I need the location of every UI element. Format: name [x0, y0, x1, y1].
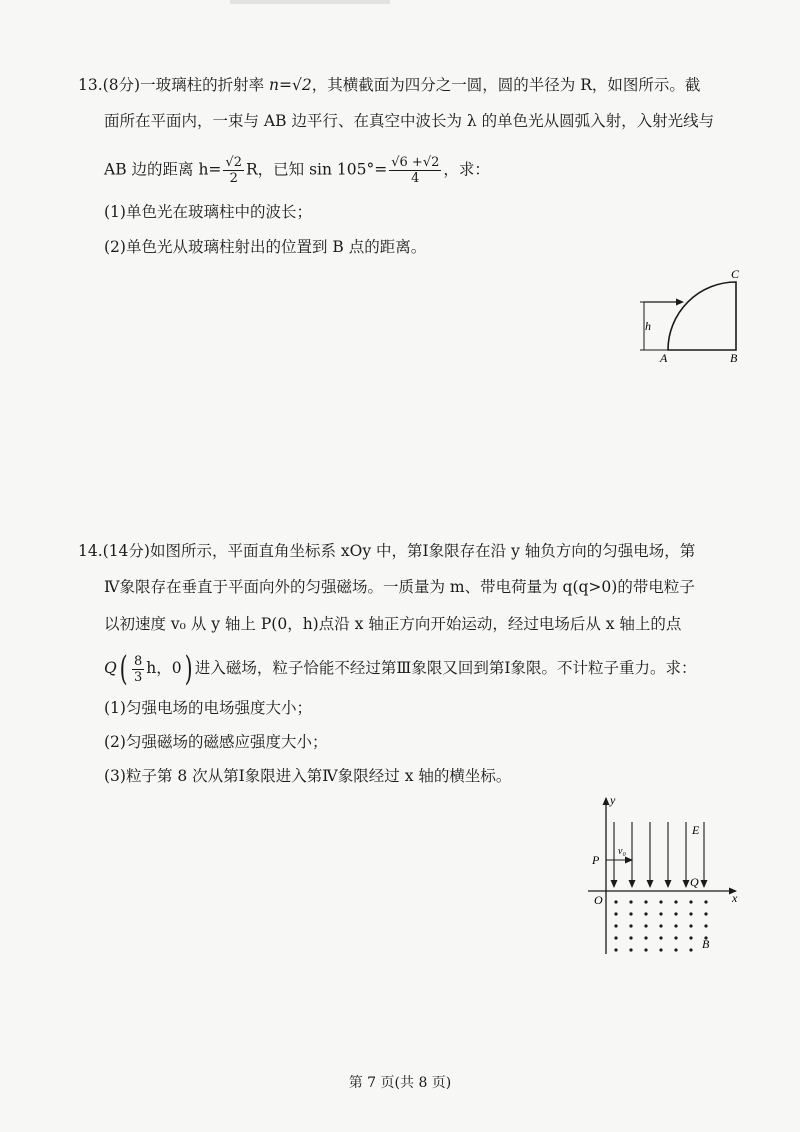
label-o: O: [594, 893, 603, 907]
b-field-dot: [629, 948, 632, 951]
b-field-dot: [704, 912, 707, 915]
q13-fraction-h: [223, 155, 244, 186]
b-field-dot: [689, 912, 692, 915]
b-field-dot: [614, 924, 617, 927]
b-field-dot: [629, 924, 632, 927]
b-field-dot: [689, 936, 692, 939]
q14-line-1: 14.(14分)如图所示，平面直角坐标系 xOy 中，第Ⅰ象限存在沿 y 轴负方向的匀强电场，第: [78, 542, 696, 560]
q13-number-and-intro: 13.(8分)一玻璃柱的折射率: [78, 76, 270, 94]
q13-line-1-rest: ，其横截面为四分之一圆，圆的半径为 R，如图所示。截: [311, 76, 701, 94]
b-field-dot: [644, 900, 647, 903]
label-a: A: [660, 351, 668, 364]
q14-point-coords-rest: h，0: [146, 659, 182, 677]
q13-refraction-index: n=√2: [269, 76, 312, 94]
b-field-dot: [674, 912, 677, 915]
label-v0: v₀: [618, 846, 626, 857]
q14-line-4: [104, 649, 697, 689]
q13-line-3-mid: R，已知 sin 105°=: [245, 160, 388, 179]
q14-subquestion-3: (3)粒子第 8 次从第Ⅰ象限进入第Ⅳ象限经过 x 轴的横坐标。: [104, 767, 512, 785]
q14-line-3: 以初速度 v₀ 从 y 轴上 P(0，h)点沿 x 轴正方向开始运动，经过电场后从 x 轴上的点: [104, 615, 682, 633]
label-y: y: [610, 793, 616, 807]
q13-fraction-h-numerator: √2: [225, 155, 242, 170]
q14-line-4-rest: 进入磁场，粒子恰能不经过第Ⅲ象限又回到第Ⅰ象限。不计粒子重力。求：: [194, 659, 697, 677]
b-field-dot: [629, 936, 632, 939]
q14-line-2: Ⅳ象限存在垂直于平面向外的匀强磁场。一质量为 m、带电荷量为 q(q>0)的带电粒子: [104, 578, 695, 596]
b-field-dot: [659, 948, 662, 951]
q14-subquestion-1: (1)匀强电场的电场强度大小；: [104, 699, 312, 717]
q13-line-3: [104, 155, 490, 186]
b-field-dot: [689, 948, 692, 951]
b-field-dot: [689, 924, 692, 927]
b-field-dot: [644, 936, 647, 939]
incident-ray-arrowhead: [676, 299, 684, 306]
q13-fraction-h-denominator: 2: [229, 171, 238, 186]
q13-quarter-circle-diagram: [636, 262, 746, 364]
b-field-dot: [704, 924, 707, 927]
b-field-dot: [614, 900, 617, 903]
b-field-dot: [614, 912, 617, 915]
q13-line-3-start: AB 边的距离 h=: [104, 160, 222, 179]
q14-field-diagram: [586, 790, 746, 960]
label-b: B: [702, 937, 710, 951]
q13-line-2: 面所在平面内，一束与 AB 边平行、在真空中波长为 λ 的单色光从圆弧入射，入射光线与: [104, 112, 715, 130]
b-field-dot: [689, 900, 692, 903]
q14-fraction-denominator: 3: [133, 669, 143, 685]
page-footer: 第 7 页(共 8 页): [348, 1075, 452, 1091]
b-field-dot: [644, 912, 647, 915]
b-field-dot: [659, 912, 662, 915]
b-field-dot: [674, 924, 677, 927]
b-field-dot: [644, 948, 647, 951]
label-b: B: [730, 351, 738, 364]
quarter-circle-outline: [668, 282, 736, 350]
q14-subquestion-2: (2)匀强磁场的磁感应强度大小；: [104, 733, 328, 751]
top-edge-strip: [230, 0, 390, 4]
magnetic-field-dots: [614, 900, 707, 951]
b-field-dot: [659, 936, 662, 939]
label-p: P: [592, 853, 600, 867]
q13-fraction-sin-denominator: 4: [411, 171, 420, 186]
q14-close-paren: ): [184, 649, 193, 689]
q13-fraction-sin-numerator: √6 +√2: [391, 155, 440, 170]
q14-point-q: Q: [104, 659, 117, 677]
q13-subquestion-1: (1)单色光在玻璃柱中的波长；: [104, 203, 312, 221]
b-field-dot: [674, 900, 677, 903]
b-field-dot: [614, 936, 617, 939]
label-c: C: [731, 267, 740, 281]
q14-open-paren: (: [119, 649, 128, 689]
b-field-dot: [644, 924, 647, 927]
b-field-dot: [674, 936, 677, 939]
label-x: x: [732, 891, 738, 905]
label-h: h: [645, 319, 651, 333]
b-field-dot: [704, 900, 707, 903]
label-q: Q: [690, 875, 699, 889]
b-field-dot: [659, 924, 662, 927]
label-e: E: [692, 823, 700, 837]
q13-line-1: [78, 74, 700, 96]
b-field-dot: [614, 948, 617, 951]
q13-line-3-end: ，求：: [443, 160, 490, 179]
b-field-dot: [629, 900, 632, 903]
q13-subquestion-2: (2)单色光从玻璃柱射出的位置到 B 点的距离。: [104, 238, 427, 256]
b-field-dot: [629, 912, 632, 915]
q14-fraction: [132, 654, 144, 685]
b-field-dot: [659, 900, 662, 903]
b-field-dot: [674, 948, 677, 951]
q13-fraction-sin: [389, 155, 441, 186]
q14-fraction-numerator: 8: [133, 653, 143, 669]
